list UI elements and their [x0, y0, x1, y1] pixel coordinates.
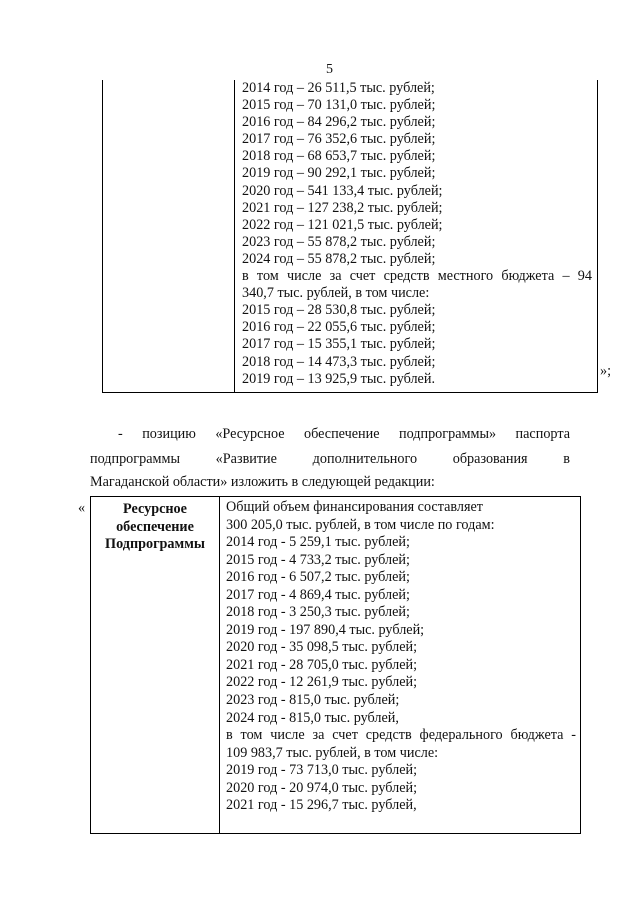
- funding-line: в том числе за счет средств федерального бюджета -: [226, 727, 576, 744]
- funding-line: 2023 год - 815,0 тыс. рублей;: [226, 692, 400, 709]
- opening-quote-mark: «: [78, 500, 86, 516]
- label-line: Ресурсное: [123, 501, 187, 517]
- closing-quote-mark: »;: [600, 363, 612, 379]
- funding-line: 2017 год – 76 352,6 тыс. рублей;: [242, 131, 436, 148]
- funding-line: 2023 год – 55 878,2 тыс. рублей;: [242, 233, 436, 250]
- funding-line: в том числе за счет средств местного бюджета – 94: [242, 268, 592, 285]
- funding-line: 2019 год - 73 713,0 тыс. рублей;: [226, 762, 418, 779]
- label-line: Подпрограммы: [105, 536, 205, 552]
- funding-line: 2016 год - 6 507,2 тыс. рублей;: [226, 569, 410, 586]
- amendment-paragraph-line: - позицию «Ресурсное обеспечение подпрограммы» паспорта: [118, 426, 570, 442]
- funding-line: 2015 год – 28 530,8 тыс. рублей;: [242, 302, 436, 319]
- funding-line: 2021 год – 127 238,2 тыс. рублей;: [242, 199, 443, 216]
- resource-support-text-cell: [226, 499, 576, 815]
- funding-text-cell: [242, 80, 592, 388]
- funding-line: 2015 год - 4 733,2 тыс. рублей;: [226, 551, 410, 568]
- funding-line: 340,7 тыс. рублей, в том числе:: [242, 285, 430, 302]
- funding-line: 2019 год - 197 890,4 тыс. рублей;: [226, 621, 425, 638]
- funding-line: 2020 год - 20 974,0 тыс. рублей;: [226, 779, 418, 796]
- funding-table-continued: [102, 80, 598, 393]
- funding-line: 2017 год - 4 869,4 тыс. рублей;: [226, 586, 410, 603]
- funding-line: 2022 год – 121 021,5 тыс. рублей;: [242, 216, 443, 233]
- funding-line: 2021 год - 15 296,7 тыс. рублей,: [226, 797, 417, 814]
- funding-line: 300 205,0 тыс. рублей, в том числе по годам:: [226, 516, 495, 533]
- funding-line: Общий объем финансирования составляет: [226, 499, 483, 515]
- funding-line: 2021 год - 28 705,0 тыс. рублей;: [226, 656, 418, 673]
- amendment-paragraph-line: подпрограммы «Развитие дополнительного образования в: [90, 451, 570, 467]
- funding-line: 2018 год - 3 250,3 тыс. рублей;: [226, 604, 410, 621]
- funding-line: 2016 год – 84 296,2 тыс. рублей;: [242, 114, 436, 131]
- funding-line: 2019 год – 90 292,1 тыс. рублей;: [242, 165, 436, 182]
- resource-support-label-cell: [91, 501, 219, 554]
- funding-line: 2024 год - 815,0 тыс. рублей,: [226, 709, 399, 726]
- resource-support-table: [90, 496, 581, 834]
- funding-line: 2018 год – 14 473,3 тыс. рублей;: [242, 353, 436, 370]
- page-number: 5: [326, 62, 333, 77]
- funding-line: 2017 год – 15 355,1 тыс. рублей;: [242, 336, 436, 353]
- funding-line: 2015 год – 70 131,0 тыс. рублей;: [242, 97, 436, 114]
- funding-line: 2020 год - 35 098,5 тыс. рублей;: [226, 639, 418, 656]
- funding-line: 109 983,7 тыс. рублей, в том числе:: [226, 744, 439, 761]
- funding-line: 2016 год – 22 055,6 тыс. рублей;: [242, 319, 436, 336]
- funding-line: 2019 год – 13 925,9 тыс. рублей.: [242, 370, 435, 387]
- funding-line: 2020 год – 541 133,4 тыс. рублей;: [242, 182, 443, 199]
- label-line: обеспечение: [116, 518, 194, 535]
- funding-line: 2024 год – 55 878,2 тыс. рублей;: [242, 250, 436, 267]
- funding-line: 2022 год - 12 261,9 тыс. рублей;: [226, 674, 418, 691]
- funding-line: 2018 год – 68 653,7 тыс. рублей;: [242, 148, 436, 165]
- column-divider: [234, 80, 235, 392]
- funding-line: 2014 год – 26 511,5 тыс. рублей;: [242, 80, 435, 96]
- column-divider: [219, 497, 220, 833]
- funding-line: 2014 год - 5 259,1 тыс. рублей;: [226, 534, 410, 551]
- amendment-paragraph-line: Магаданской области» изложить в следующей редакции:: [90, 474, 435, 490]
